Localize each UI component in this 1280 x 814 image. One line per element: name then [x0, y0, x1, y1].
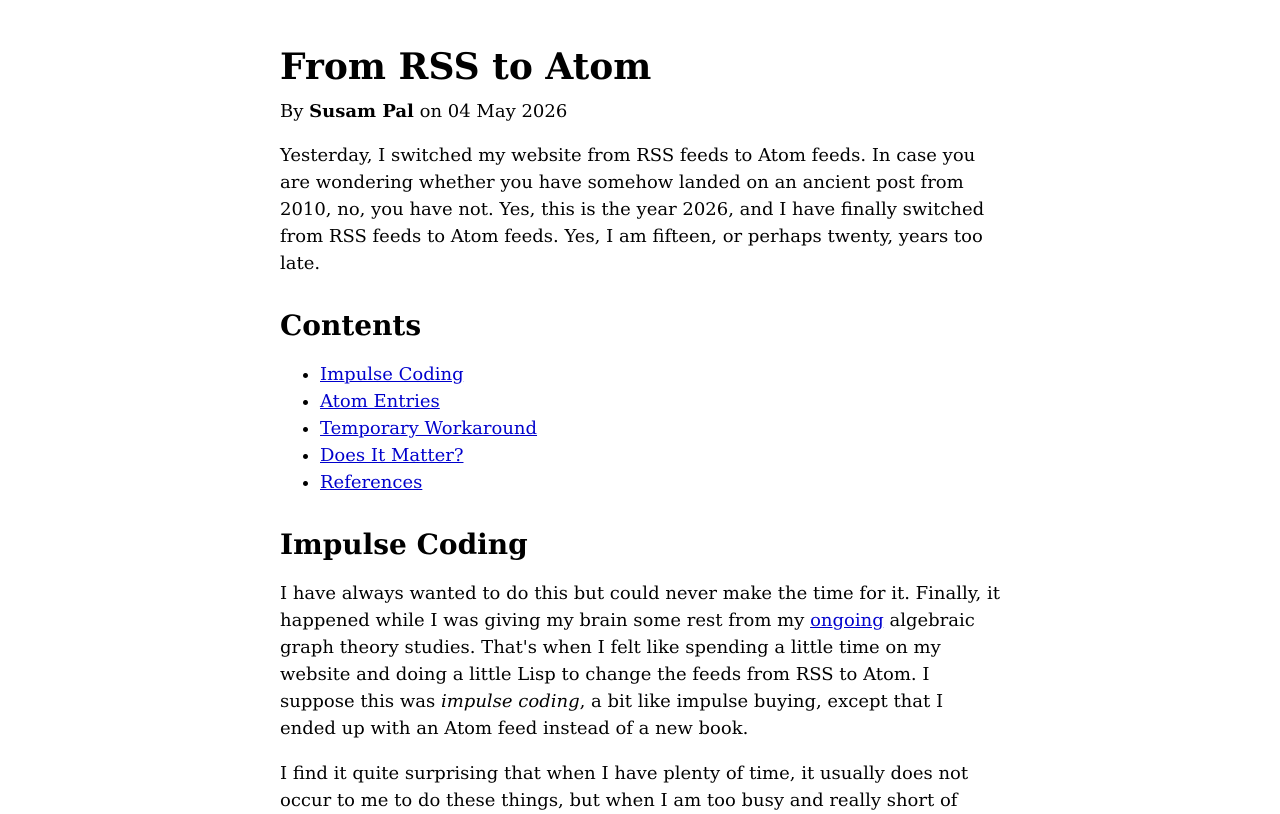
ongoing-link[interactable]: ongoing [810, 610, 884, 631]
impulse-coding-paragraph-1 [280, 580, 1002, 742]
toc-link-impulse-coding[interactable]: Impulse Coding [320, 364, 464, 385]
toc-item [320, 415, 537, 442]
paragraph-text: , a bit like impulse buying, except that I ended up with an Atom feed instead of a new book. [280, 691, 944, 739]
toc-link-references[interactable]: References [320, 472, 423, 493]
toc-link-atom-entries[interactable]: Atom Entries [320, 391, 440, 412]
byline [280, 98, 567, 125]
toc-item [320, 388, 537, 415]
toc-item [320, 469, 537, 496]
publish-date: 04 May 2026 [447, 101, 568, 122]
table-of-contents [280, 361, 537, 496]
contents-heading: Contents [280, 309, 422, 342]
impulse-coding-paragraph-2: I find it quite surprising that when I have plenty of time, it usually does not occur to me to do these things, but when I am too busy and really short of [280, 763, 969, 811]
toc-item [320, 361, 537, 388]
author-name: Susam Pal [309, 101, 414, 122]
toc-link-temporary-workaround[interactable]: Temporary Workaround [320, 418, 538, 439]
paragraph-text: I have always wanted to do this but could never make the time for it. Finally, it happened while I was giving my brain some rest from my [280, 583, 1000, 631]
emphasis-text: impulse coding [440, 691, 580, 712]
byline-date-prefix: on [419, 101, 443, 122]
toc-item [320, 442, 537, 469]
paragraph-text: algebraic graph theory studies. That's when I felt like spending a little time on my website and doing a little Lisp to change the feeds from RSS to Atom. I suppose this was [280, 610, 975, 712]
byline-prefix: By [280, 101, 304, 122]
toc-link-does-it-matter[interactable]: Does It Matter? [320, 445, 464, 466]
page-title: From RSS to Atom [280, 46, 652, 88]
intro-paragraph: Yesterday, I switched my website from RSS feeds to Atom feeds. In case you are wondering whether you have somehow landed on an ancient post from 2010, no, you have not. Yes, this is the year 2026, and I have finally switched from RSS feeds to Atom feeds. Yes, I am fifteen, or perhaps twenty, years too late. [280, 145, 985, 274]
section-heading-impulse-coding: Impulse Coding [280, 528, 528, 561]
